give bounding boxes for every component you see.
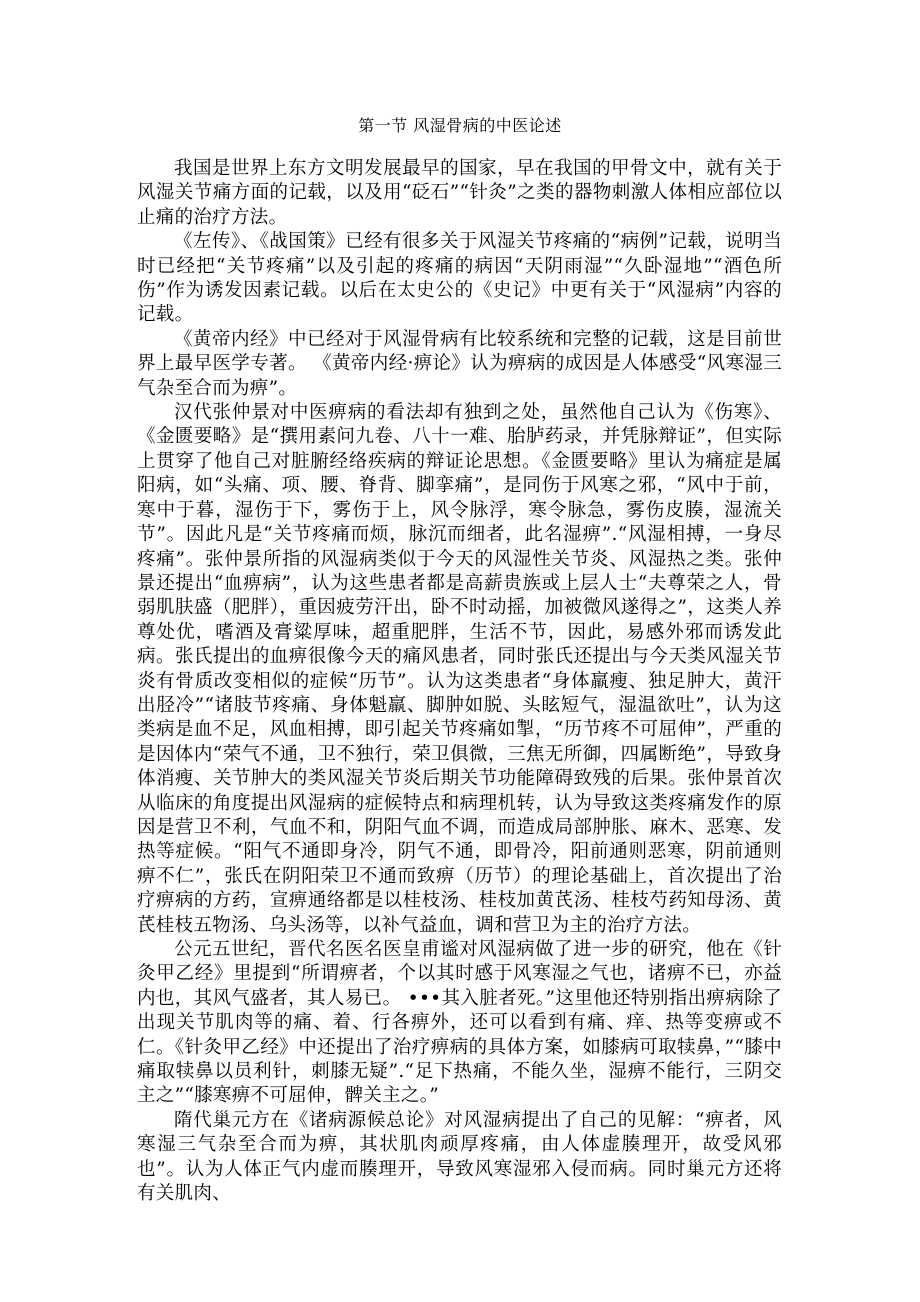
paragraph-6: 隋代巢元方在《诸病源候总论》对风湿病提出了自己的见解：“痹者，风寒湿三气杂至合而为痹，其状肌肉顽厚疼痛，由人体虚腠理开，故受风邪也”。认为人体正气内虚而腠理开，导致风寒湿邪入侵而病。同时巢元方还将有关肌肉、 xyxy=(137,1109,782,1205)
section-title: 第一节 风湿骨病的中医论述 xyxy=(358,116,562,135)
paragraph-4: 汉代张仲景对中医痹病的看法却有独到之处，虽然他自己认为《伤寒》、《金匮要略》是“撰用素问九卷、八十一难、胎胪药录，并凭脉辩证”，但实际上贯穿了他自己对脏腑经络疾病的辩证论思想。《金匮要略》里认为痛症是属阳病，如“头痛、项、腰、脊背、脚挛痛”，是同伤于风寒之邪，“风中于前，寒中于暮，湿伤于下，雾伤于上，风令脉浮，寒令脉急，雾伤皮腠，湿流关节”。因此凡是“关节疼痛而烦，脉沉而细者，此名湿痹”.“风湿相搏，一身尽疼痛”。张仲景所指的风湿病类似于今天的风湿性关节炎、风湿热之类。张仲景还提出“血痹病”，认为这些患者都是高薪贵族或上层人士“夫尊荣之人，骨弱肌肤盛（肥胖），重因疲劳汗出，卧不时动摇，加被微风遂得之”，这类人养尊处优，嗜酒及膏粱厚味，超重肥胖，生活不节，因此，易感外邪而诱发此病。张氏提出的血痹很像今天的痛风患者，同时张氏还提出与今天类风湿关节炎有骨质改变相似的症候“历节”。认为这类患者“身体羸瘦、独足肿大，黄汗出胫冷”“诸肢节疼痛、身体魁羸、脚肿如脱、头眩短气，湿温欲吐”，认为这类病是血不足，风血相搏，即引起关节疼痛如掣，“历节疼不可屈伸”，严重的是因体内“荣气不通，卫不独行，荣卫俱微，三焦无所御，四属断绝”，导致身体消瘦、关节肿大的类风湿关节炎后期关节功能障碍致残的后果。张仲景首次从临床的角度提出风湿病的症候特点和病理机转，认为导致这类疼痛发作的原因是营卫不利，气血不和，阴阳气血不调，而造成局部肿胀、麻木、恶寒、发热等症候。“阳气不通即身冷，阴气不通，即骨冷，阳前通则恶寒，阴前通则痹不仁”，张氏在阴阳荣卫不通而致痹（历节）的理论基础上，首次提出了治疗痹病的方药，宣痹通络都是以桂枝汤、桂枝加黄芪汤、桂枝芍药知母汤、黄芪桂枝五物汤、乌头汤等，以补气益血，调和营卫为主的治疗方法。 xyxy=(137,402,782,936)
paragraph-3: 《黄帝内经》中已经对于风湿骨病有比较系统和完整的记载，这是目前世界上最早医学专著。 《黄帝内经·痹论》认为痹病的成因是人体感受“风寒湿三气杂至合而为痹”。 xyxy=(137,328,782,399)
paragraph-2: 《左传》、《战国策》已经有很多关于风湿关节疼痛的“病例”记载，说明当时已经把“关节疼痛”以及引起的疼痛的病因“天阴雨湿”“久卧湿地”“酒色所伤”作为诱发因素记载。以后在太史公的《史记》中更有关于“风湿病”内容的记载。 xyxy=(137,231,782,326)
paragraph-1: 我国是世界上东方文明发展最早的国家，早在我国的甲骨文中，就有关于风湿关节痛方面的记载，以及用“砭石”“针灸”之类的器物刺激人体相应部位以止痛的治疗方法。 xyxy=(137,158,782,228)
document-body xyxy=(137,157,782,1206)
paragraph-5: 公元五世纪，晋代名医名医皇甫谧对风湿病做了进一步的研究，他在《针灸甲乙经》里提到“所谓痹者，个以其时感于风寒湿之气也，诸痹不已，亦益内也，其风气盛者，其人易已。 •••其入脏者死。”这里他还特别指出痹病除了出现关节肌肉等的痛、着、行各痹外，还可以看到有痛、痒、热等变痹或不仁。《针灸甲乙经》中还提出了治疗痹病的具体方案，如膝病可取犊鼻，”“膝中痛取犊鼻以员利针，刺膝无疑”.“足下热痛，不能久坐，湿痹不能行，三阴交主之”“膝寒痹不可屈伸，髀关主之。” xyxy=(137,939,782,1107)
